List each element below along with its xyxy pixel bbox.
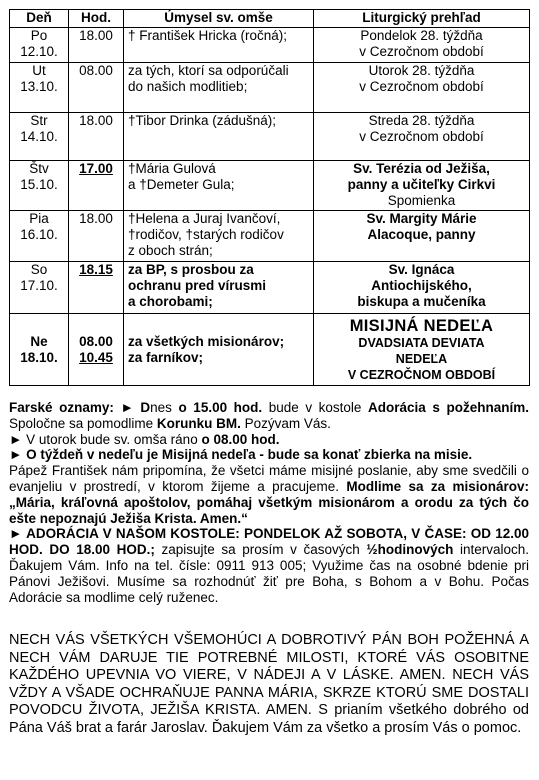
intention-cell xyxy=(124,314,314,386)
day-date: 13.10. xyxy=(20,79,58,94)
text-span: D xyxy=(140,400,151,415)
text-span: Pozývam Vás. xyxy=(240,415,331,431)
announcements-label: Farské oznamy: xyxy=(9,400,114,415)
blessing-text: NECH VÁS VŠETKÝCH VŠEMOHÚCI A DOBROTIVÝ PÁN BOH POŽEHNÁ A NECH VÁM DARUJE TIE POTREBNÉ MILOSTI, KTORÉ VÁS OSOBITNE KAŽDÉHO UPEVNIA VO VIERE, V NÁDEJI A V LÁSKE. AMEN. NECH VÁS VŽDY A VŠADE OCHRAŇUJE PANNA MÁRIA, SKRZE KTORÚ SME DOSTALI POVODCU ŽIVOTA, JEŽIŠA KRISTA. AMEN. xyxy=(9,632,529,718)
liturgy-line: V CEZROČNOM OBDOBÍ xyxy=(347,367,496,382)
day-name: So xyxy=(30,262,48,277)
parish-announcements xyxy=(9,400,529,605)
intention-line: †Tibor Drinka (zádušná); xyxy=(128,113,277,128)
liturgy-cell xyxy=(314,63,530,113)
time-value: 10.45 xyxy=(79,349,113,365)
time-cell: 18.00 xyxy=(69,28,124,63)
liturgy-line: v Cezročnom období xyxy=(359,79,484,94)
day-name: Str xyxy=(30,113,48,128)
intention-cell xyxy=(124,262,314,314)
time-cell: 18.00 xyxy=(69,113,124,161)
header-hour: Hod. xyxy=(69,10,124,28)
header-intention: Úmysel sv. omše xyxy=(124,10,314,28)
day-date: 17.10. xyxy=(20,278,58,293)
adoration-heading: ► ADORÁCIA V NAŠOM KOSTOLE: PONDELOK AŽ SOBOTA, V ČASE: OD 12.00 HOD. DO 18.00 HOD.; xyxy=(9,526,529,558)
intention-line: † František Hricka (ročná); xyxy=(128,28,288,43)
intention-line: za všetkých misionárov; xyxy=(128,333,285,349)
table-header-row xyxy=(10,10,530,28)
day-name: Štv xyxy=(29,161,49,176)
liturgy-line: panny a učiteľky Cirkvi xyxy=(347,177,496,192)
text-span: bude v kostole xyxy=(262,400,369,415)
announcement-paragraph xyxy=(9,463,529,526)
day-name: Ut xyxy=(32,63,46,78)
text-span: ► V utorok bude sv. omša ráno xyxy=(9,431,202,447)
intention-cell xyxy=(124,28,314,63)
day-name: Ne xyxy=(30,333,48,349)
announcement-paragraph xyxy=(9,400,529,432)
liturgy-line: v Cezročnom období xyxy=(359,129,484,144)
liturgy-cell xyxy=(314,113,530,161)
liturgy-line: Streda 28. týždňa xyxy=(368,113,475,128)
table-row xyxy=(10,161,530,211)
day-cell xyxy=(10,161,69,211)
table-row xyxy=(10,28,530,63)
table-row xyxy=(10,63,530,113)
header-day: Deň xyxy=(10,10,69,28)
announcement-paragraph: ► O týždeň v nedeľu je Misijná nedeľa - bude sa konať zbierka na misie. xyxy=(9,447,473,463)
liturgy-line: Antiochijského, xyxy=(371,278,472,293)
intention-line: †Helena a Juraj Ivančoví, xyxy=(128,211,281,226)
text-span: o 08.00 hod. xyxy=(201,431,280,447)
day-name: Po xyxy=(30,28,48,43)
text-span: o 15.00 hod. xyxy=(178,400,263,415)
mass-schedule-table xyxy=(9,9,530,386)
blessing-paragraph xyxy=(9,632,529,737)
liturgy-line: NEDEĽA xyxy=(395,351,448,366)
signoff-text: S prianím všetkého dobrého od Pána Váš brat a farár Jaroslav. Ďakujem Vám za všetko a prosím Vás o pomoc. xyxy=(9,702,530,736)
intention-cell xyxy=(124,113,314,161)
intention-cell xyxy=(124,161,314,211)
liturgy-line: Pondelok 28. týždňa xyxy=(360,28,483,43)
header-liturgy: Liturgický prehľad xyxy=(314,10,530,28)
text-span: Adorácia s požehnaním. xyxy=(368,400,529,415)
text-span: zapisujte sa prosím v časových xyxy=(154,542,367,558)
liturgy-line: DVADSIATA DEVIATA xyxy=(358,335,485,350)
liturgy-line: biskupa a mučeníka xyxy=(357,294,486,309)
liturgy-line: v Cezročnom období xyxy=(359,44,484,59)
liturgy-cell xyxy=(314,314,530,386)
liturgy-cell xyxy=(314,28,530,63)
time-value: 08.00 xyxy=(79,333,113,349)
time-cell: 18.15 xyxy=(69,262,124,314)
day-cell xyxy=(10,262,69,314)
intention-line: a chorobami; xyxy=(128,294,213,309)
text-span: intervaloch. Ďakujem Vám. Info na tel. čísle: 0911 913 005; Využime čas na osobné bdenie pri Pánovi Ježišovi. Musíme sa rozhodnúť žiť pre Boha, s Bohom a v Bohu. Počas Adorácie sa modlime celý ruženec. xyxy=(9,542,530,605)
text-span: Spoločne sa pomodlime xyxy=(9,415,157,431)
arrow-bullet-icon: ► xyxy=(113,400,141,415)
intention-line: †Mária Gulová xyxy=(128,161,216,176)
liturgy-line: Sv. Margity Márie xyxy=(366,211,477,226)
day-cell xyxy=(10,28,69,63)
day-date: 18.10. xyxy=(20,349,58,365)
intention-cell xyxy=(124,63,314,113)
liturgy-line: Sv. Ignáca xyxy=(388,262,455,277)
liturgy-line: Alacoque, panny xyxy=(367,227,476,242)
intention-cell xyxy=(124,211,314,262)
intention-line: ochranu pred vírusmi xyxy=(128,278,267,293)
text-span: nes xyxy=(150,400,179,415)
announcement-paragraph xyxy=(9,432,529,448)
day-cell xyxy=(10,113,69,161)
liturgy-cell xyxy=(314,161,530,211)
day-date: 15.10. xyxy=(20,177,58,192)
text-span: Korunku BM. xyxy=(156,415,241,431)
time-cell: 17.00 xyxy=(69,161,124,211)
text-span: ½hodinových xyxy=(366,542,454,558)
time-cell xyxy=(69,314,124,386)
intention-line: a †Demeter Gula; xyxy=(128,177,235,192)
announcement-paragraph xyxy=(9,526,529,605)
day-cell xyxy=(10,63,69,113)
liturgy-line: Spomienka xyxy=(387,193,456,208)
table-row xyxy=(10,211,530,262)
table-row xyxy=(10,113,530,161)
time-cell: 08.00 xyxy=(69,63,124,113)
intention-line: †rodičov, †starých rodičov xyxy=(128,227,284,242)
liturgy-line: Sv. Terézia od Ježiša, xyxy=(353,161,490,176)
liturgy-line: Utorok 28. týždňa xyxy=(368,63,475,78)
day-date: 14.10. xyxy=(20,129,58,144)
intention-line: z oboch strán; xyxy=(128,243,213,258)
liturgy-cell xyxy=(314,211,530,262)
intention-line: do našich modlitieb; xyxy=(128,79,248,94)
prayer-text: Modlime sa za misionárov: „Mária, kráľovná apoštolov, pomáhaj všetkým misionárom a orodu za tých čo ešte nepoznajú Ježiša Krista. Amen.“ xyxy=(9,478,529,526)
day-name: Pia xyxy=(29,211,49,226)
time-cell: 18.00 xyxy=(69,211,124,262)
closing-blessing xyxy=(9,632,529,737)
table-row xyxy=(10,314,530,386)
liturgy-cell xyxy=(314,262,530,314)
day-cell xyxy=(10,314,69,386)
intention-line: za BP, s prosbou za xyxy=(128,262,254,277)
intention-line: za farníkov; xyxy=(128,349,204,365)
day-date: 16.10. xyxy=(20,227,58,242)
day-cell xyxy=(10,211,69,262)
text-span: Pápež František nám pripomína, že všetci máme misijné poslanie, aby sme svedčili o evanjeliu v prostredí, v ktorom žijeme a pracujeme. xyxy=(9,463,529,494)
table-row xyxy=(10,262,530,314)
liturgy-line: MISIJNÁ NEDEĽA xyxy=(349,316,494,335)
intention-line: za tých, ktorí sa odporúčali xyxy=(128,63,289,78)
day-date: 12.10. xyxy=(20,44,58,59)
